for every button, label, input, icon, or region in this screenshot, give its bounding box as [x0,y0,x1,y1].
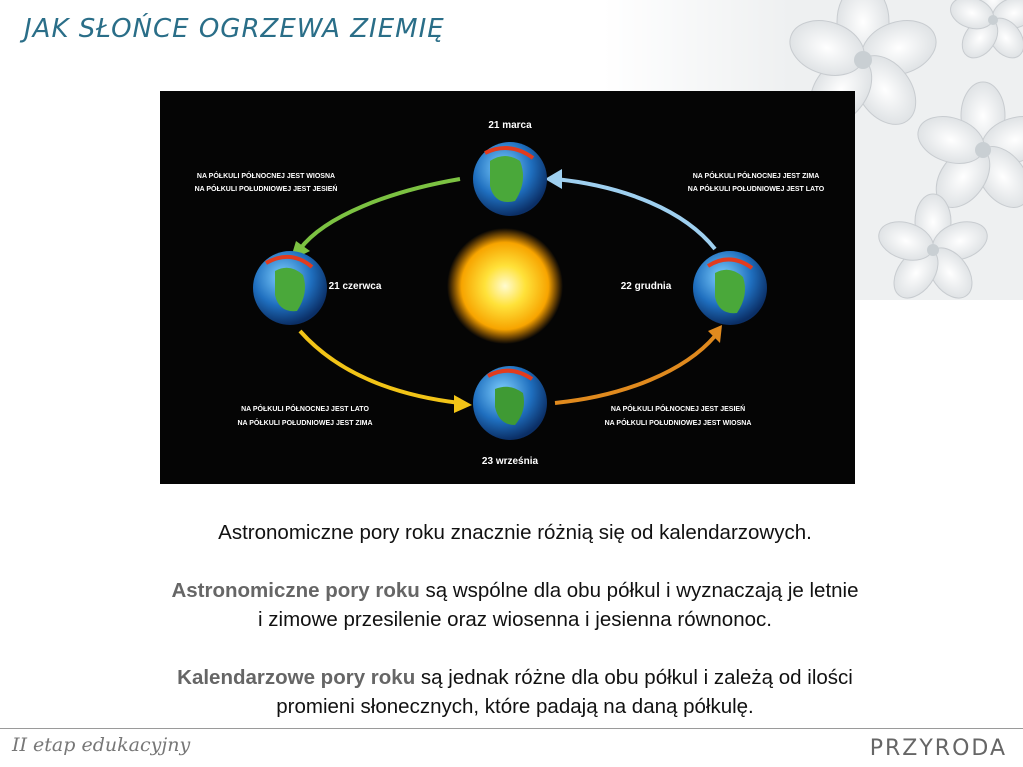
date-june: 21 czerwca [328,281,382,292]
arrow-summer-head [454,395,472,413]
earth-march [473,142,547,216]
earth-september [473,366,547,440]
footer-stage-label: II etap edukacyjny [12,734,191,756]
astro-term: Astronomiczne pory roku [171,579,420,602]
earth-december [693,251,767,325]
calendar-rest-2: promieni słonecznych, które padają na daną półkulę. [276,695,754,718]
astro-rest-1: są wspólne dla obu półkul i wyznaczają je letnie [419,579,859,602]
intro-paragraph: Astronomiczne pory roku znacznie różnią się od kalendarzowych. [218,521,812,544]
note-top-left-1: NA PÓŁKULI PÓŁNOCNEJ JEST WIOSNA [196,173,336,180]
date-september: 23 września [481,456,539,467]
footer-divider [0,728,1023,729]
astro-paragraph [60,576,970,634]
date-march: 21 marca [488,120,532,131]
date-december: 22 grudnia [620,281,672,292]
note-top-left-2: NA PÓŁKULI POŁUDNIOWEJ JEST JESIEŃ [194,186,338,193]
note-bottom-left-2: NA PÓŁKULI POŁUDNIOWEJ JEST ZIMA [237,420,373,427]
note-bottom-right-2: NA PÓŁKULI POŁUDNIOWEJ JEST WIOSNA [604,420,752,427]
sun [447,228,563,344]
calendar-term: Kalendarzowe pory roku [177,666,416,689]
astro-rest-2: i zimowe przesilenie oraz wiosenna i jesienna równonoc. [258,608,772,631]
arrow-autumn [555,336,715,403]
seasons-diagram [160,91,855,484]
arrow-summer [300,331,460,403]
earth-june [253,251,327,325]
note-top-right-2: NA PÓŁKULI POŁUDNIOWEJ JEST LATO [687,186,825,193]
note-top-right-1: NA PÓŁKULI PÓŁNOCNEJ JEST ZIMA [692,173,820,180]
footer-subject-label: PRZYRODA [869,736,1007,761]
note-bottom-right-1: NA PÓŁKULI PÓŁNOCNEJ JEST JESIEŃ [610,406,746,413]
calendar-rest-1: są jednak różne dla obu półkul i zależą od ilości [415,666,853,689]
page-title: JAK SŁOŃCE OGRZEWA ZIEMIĘ [24,14,445,44]
body-text [60,518,970,750]
note-bottom-left-1: NA PÓŁKULI PÓŁNOCNEJ JEST LATO [241,406,369,413]
calendar-paragraph [60,663,970,721]
arrow-winter-head [545,169,562,189]
